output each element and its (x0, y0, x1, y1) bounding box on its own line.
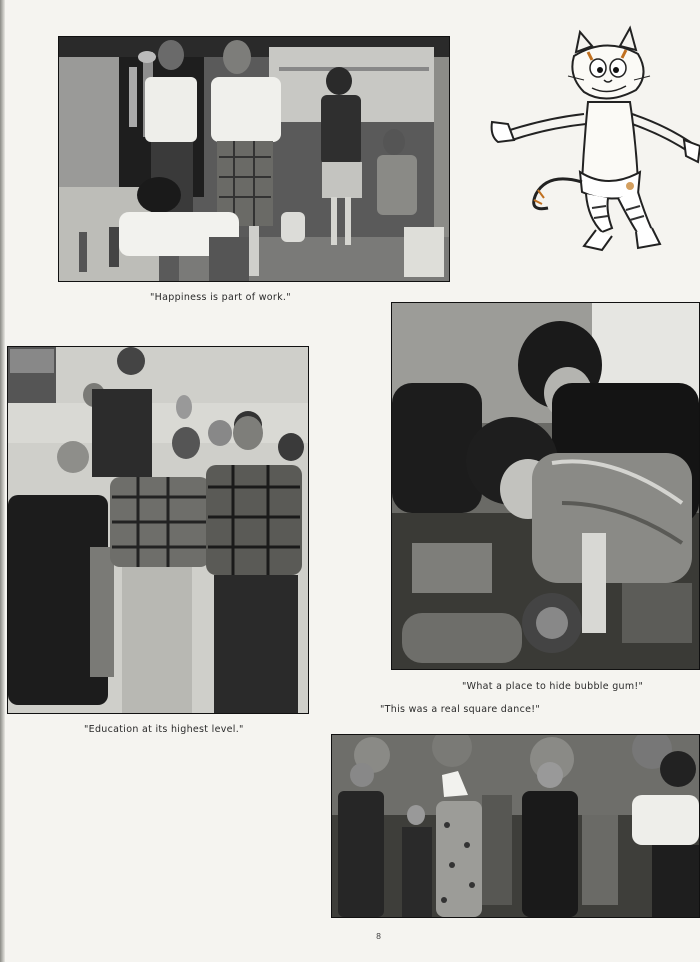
photo-engine-repair (391, 302, 700, 670)
photo-trophy-case (58, 36, 450, 282)
caption-engine-repair: "What a place to hide bubble gum!" (462, 681, 644, 692)
page-binding-edge (0, 0, 5, 962)
caption-trophy-case: "Happiness is part of work." (150, 292, 291, 303)
page-number: 8 (376, 932, 382, 941)
photo-square-dance (331, 734, 700, 918)
caption-group-boys: "Education at its highest level." (84, 724, 244, 735)
tiger-mascot-drawing (488, 22, 700, 258)
photo-group-boys (7, 346, 309, 714)
caption-square-dance: "This was a real square dance!" (380, 704, 541, 715)
